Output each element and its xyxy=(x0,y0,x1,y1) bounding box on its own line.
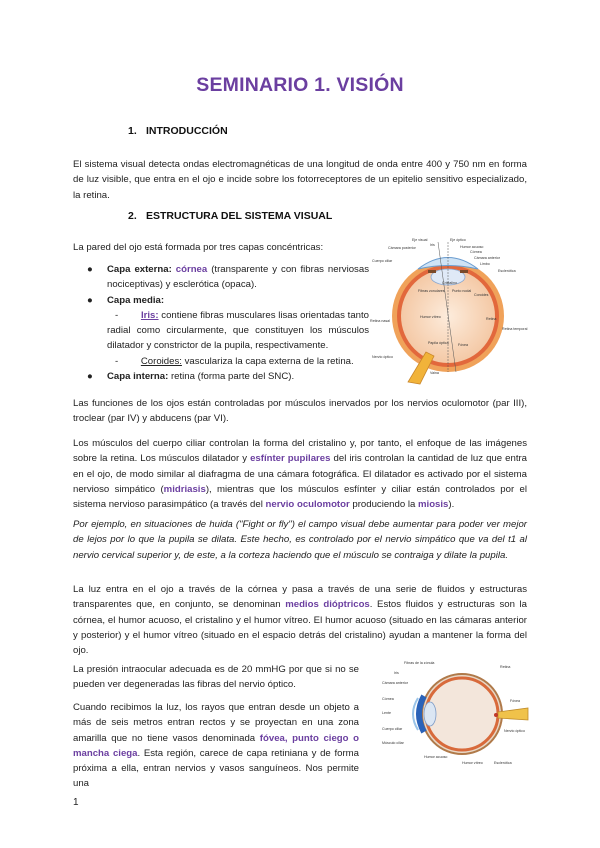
miosis-term: miosis xyxy=(418,499,449,511)
fovea-text-1: Cuando recibimos la luz, los rayos que entran desde un objeto a más de seis metros entran rectos y se proyectan en una zona amarilla que no tiene vasos denominada xyxy=(73,702,359,744)
example-paragraph: Por ejemplo, en situaciones de huida ("Fight or fly") el campo visual debe aumentar para poder ver mejor de lejos por lo que la pupila se dilata. Este hecho, es controlado por el nervio simpático que va del t1 al nervio cervical superior y, de este, a la corteza haciendo que el músculo se contraiga y dilate la pupila. xyxy=(73,519,527,561)
list-item-iris xyxy=(73,308,369,354)
fig2-label: Fibras de la zónula xyxy=(404,661,435,665)
midriasis-term: midriasis xyxy=(163,483,206,495)
fig2-label: Córnea xyxy=(382,697,394,701)
medios-dioptricos-term: medios dióptricos xyxy=(285,599,370,611)
fig1-label: Papila óptica xyxy=(428,341,449,345)
capa-media-label: Capa media: xyxy=(107,294,165,306)
fig1-label: Esclerótica xyxy=(498,269,516,273)
page-number: 1 xyxy=(73,797,79,808)
cornea-term: córnea xyxy=(175,264,208,275)
eye-section-figure xyxy=(368,234,528,386)
capa-interna-text: retina (forma parte del SNC). xyxy=(168,371,295,383)
section-1-heading: INTRODUCCIÓN xyxy=(146,125,228,137)
fig1-label: Vaina xyxy=(430,371,439,375)
dash-icon: - xyxy=(115,355,119,367)
fig1-label: Eje óptico xyxy=(450,238,466,242)
fig1-label: Retina temporal xyxy=(502,327,528,331)
coroides-term: Coroides: xyxy=(140,355,182,367)
dioptric-paragraph xyxy=(73,582,527,658)
esfinter-term: esfínter pupilares xyxy=(250,453,331,465)
fig1-label: Humor vítreo xyxy=(420,315,441,319)
page-title: SEMINARIO 1. VISIÓN xyxy=(196,74,404,96)
fig2-label: Humor vítreo xyxy=(462,761,483,765)
list-item-coroides xyxy=(73,354,369,369)
layers-intro-paragraph: La pared del ojo está formada por tres capas concéntricas: xyxy=(73,242,324,253)
iris-right-shape xyxy=(460,270,468,273)
bullet-icon: ● xyxy=(87,371,93,383)
dioptric-text-1: La luz entra en el ojo a través de la córnea y pasa a través de una serie de fluidos y estructuras transparentes que, en conjunto, se denominan xyxy=(73,584,527,611)
fig2-label: Iris xyxy=(394,671,399,675)
iris-text: contiene fibras musculares lisas orientadas tanto radial como circularmente, que constituyen los músculos dilatador y constrictor de la pupila, respectivamente. xyxy=(107,309,370,352)
fig2-label: Esclerótica xyxy=(494,761,512,765)
fig1-label: Iris xyxy=(430,243,435,247)
fovea-text-2: . Esta región, carece de capa retiniana y de forma próxima a ella, entran nervios y vasos sanguíneos. Nos permite una xyxy=(73,747,359,790)
lens-shape xyxy=(424,702,436,726)
ciliar-text-1: Los músculos del cuerpo ciliar controlan la forma del cristalino y, por tanto, el enfoque de las imágenes sobre la retina. Los músculos dilatador y xyxy=(73,438,527,465)
retina-shape xyxy=(426,678,498,750)
fig1-label: Cámara posterior xyxy=(388,246,416,250)
section-2-number: 2. xyxy=(128,210,137,222)
fig1-label: Limbo xyxy=(480,262,490,266)
eyeball-anatomy-figure xyxy=(378,658,534,770)
fig1-label: Humor acuoso xyxy=(460,245,484,249)
iris-left-shape xyxy=(428,270,436,273)
fig1-label: Coroides xyxy=(474,293,489,297)
dioptric-text-2: . Estos fluidos y estructuras son la córnea, el humor acuoso, el cristalino y el humor vítreo. El humor acuoso (situado en las cámaras anterior y posterior) y el humor vítreo (situado en el espacio detrás del cristalino) ayudan a mantener la forma del ojo. xyxy=(73,599,528,657)
ciliar-text-4: produciendo la xyxy=(349,499,418,511)
fovea-shape xyxy=(494,713,498,717)
fig2-label: Músculo ciliar xyxy=(382,741,404,745)
list-item-capa-interna xyxy=(73,369,369,384)
pressure-paragraph: La presión intraocular adecuada es de 20 mmHG por que si no se pueden ver degeneradas las fibras del nervio óptico. xyxy=(73,664,359,691)
section-1-number: 1. xyxy=(128,125,137,137)
dash-icon: - xyxy=(115,309,119,321)
fig2-label: Nervio óptico xyxy=(504,729,525,733)
fig1-label: Retina nasal xyxy=(370,319,390,323)
nervio-oculomotor-term: nervio oculomotor xyxy=(265,499,350,511)
iris-term: Iris: xyxy=(140,309,159,321)
fig1-label: Fóvea xyxy=(458,343,468,347)
fig1-label: Cámara anterior xyxy=(474,256,500,260)
fig2-label: Fóvea xyxy=(510,699,520,703)
fig1-label: Eje visual xyxy=(412,238,428,242)
intro-paragraph: El sistema visual detecta ondas electromagnéticas de una longitud de onda entre 400 y 750 nm en forma de luz visible, que entra en el ojo e incide sobre los fotorreceptores de un epitelio sensitivo especializado, la retina. xyxy=(73,159,527,201)
fig1-label: Cristalino xyxy=(442,281,457,285)
ciliar-paragraph xyxy=(73,436,527,512)
ciliar-text-2: del iris controlan la cantidad de luz que entra en el ojo, de modo similar al diafragma de una cámara fotográfica. El dilatador es activado por el sistema nervioso simpático ( xyxy=(73,453,528,495)
fig1-label: Cuerpo ciliar xyxy=(372,259,393,263)
capa-externa-label: Capa externa: xyxy=(107,264,172,275)
fig1-label: Punto nodal xyxy=(452,289,472,293)
fig2-label: Lente xyxy=(382,711,391,715)
capa-externa-text: (transparente y con fibras nerviosas nociceptivas) y esclerótica (opaca). xyxy=(107,264,369,291)
list-item-capa-media xyxy=(73,293,369,308)
ciliar-text-5: ). xyxy=(448,499,455,511)
list-item-capa-externa xyxy=(73,262,369,293)
coroides-text: vasculariza la capa externa de la retina. xyxy=(181,355,354,367)
fig2-label: Cámara anterior xyxy=(382,681,408,685)
fig1-label: Fibras zonulares xyxy=(418,289,445,293)
capa-interna-label: Capa interna: xyxy=(107,371,169,383)
eye-layers-list xyxy=(73,262,369,384)
fig2-label: Retina xyxy=(500,665,511,669)
fig2-label: Cuerpo ciliar xyxy=(382,727,403,731)
fovea-paragraph xyxy=(73,700,359,792)
bullet-icon: ● xyxy=(87,294,93,306)
nerves-paragraph: Las funciones de los ojos están controladas por músculos inervados por los nervios oculomotor (par III), troclear (par IV) y abducens (par VI). xyxy=(73,398,527,425)
fig1-label: Nervio óptico xyxy=(372,355,393,359)
fig1-label: Retina xyxy=(486,317,497,321)
fig1-label: Córnea xyxy=(470,250,482,254)
fig2-label: Humor acuoso xyxy=(424,755,448,759)
bullet-icon: ● xyxy=(87,264,93,275)
section-2-heading: ESTRUCTURA DEL SISTEMA VISUAL xyxy=(146,210,333,222)
ciliar-text-3: ), mientras que los músculos esfínter y ciliar están controlados por el sistema nervioso parasimpático (a través del xyxy=(73,483,527,511)
fovea-term: fóvea, punto ciego o mancha ciega xyxy=(73,732,360,759)
